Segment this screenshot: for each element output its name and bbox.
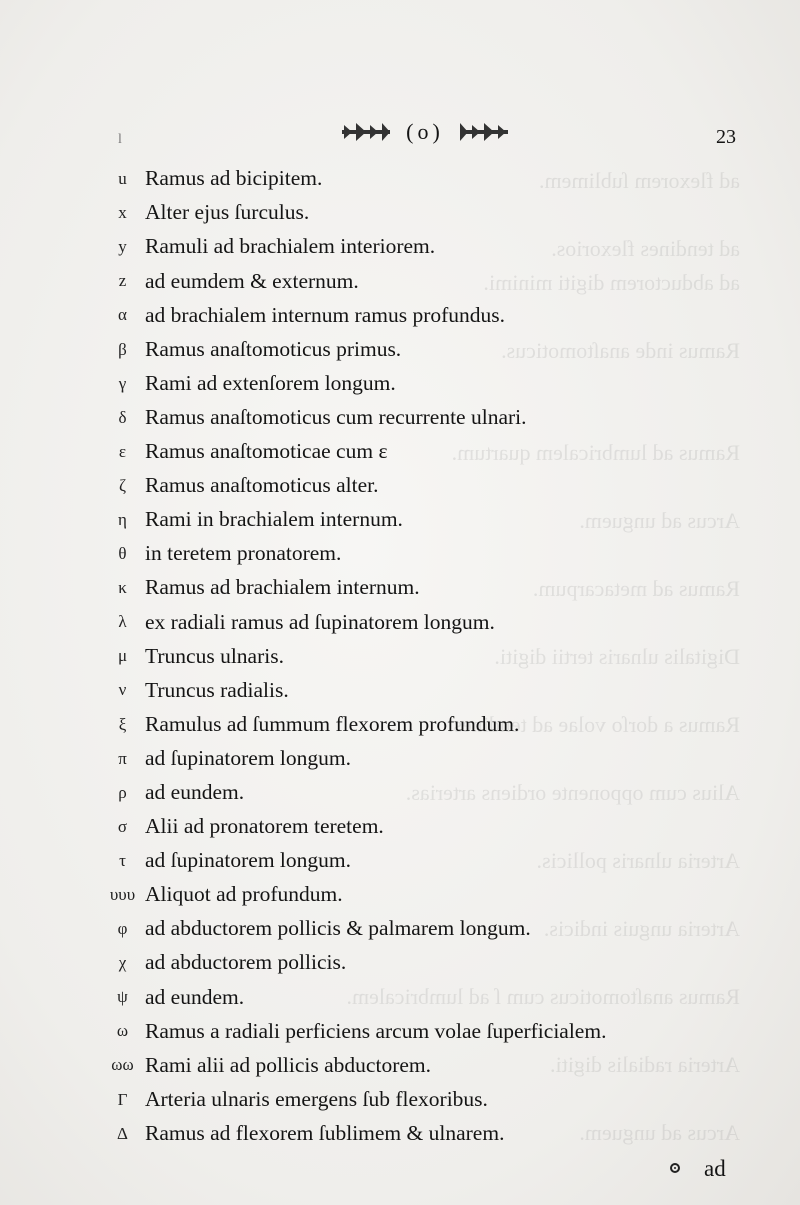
legend-entry <box>100 912 720 946</box>
entry-text: ad ſupinatorem longum. <box>145 745 352 770</box>
entry-text: ex radiali ramus ad ſupinatorem longum. <box>145 609 495 634</box>
entry-marker: η <box>118 509 127 529</box>
entry-marker: σ <box>117 816 128 836</box>
entry-marker: χ <box>118 953 127 973</box>
entry-marker: δ <box>118 407 127 427</box>
entry-marker: Δ <box>117 1123 128 1143</box>
legend-entry <box>100 776 720 810</box>
entry-text: Rami ad extenſorem longum. <box>145 370 396 395</box>
entry-marker: θ <box>118 544 127 564</box>
entry-marker: ε <box>118 441 127 461</box>
legend-entry <box>100 230 720 264</box>
entry-marker: ψ <box>117 987 128 1007</box>
legend-entry <box>100 469 720 503</box>
legend-entry <box>100 946 720 980</box>
entry-marker: ω <box>116 1021 129 1041</box>
entry-text: Ramus ad flexorem ſublimem & ulnarem. <box>145 1120 505 1145</box>
entry-text: Rami in brachialem internum. <box>145 507 403 532</box>
left-ornament-icon <box>340 121 392 143</box>
legend-entry <box>100 673 720 707</box>
entry-text: Truncus radialis. <box>145 677 289 702</box>
entry-text: ad ſupinatorem longum. <box>145 848 352 873</box>
legend-entry <box>100 639 720 673</box>
entry-marker: u <box>118 169 127 189</box>
entry-marker: ζ <box>118 475 127 495</box>
entry-text: Rami alii ad pollicis abductorem. <box>145 1052 431 1077</box>
legend-entry <box>100 367 720 401</box>
entry-text: Ramus ad brachialem internum. <box>145 575 420 600</box>
entry-text: Ramuli ad brachialem interiorem. <box>145 234 436 259</box>
entry-text: Ramus anaſtomoticae cum ε <box>145 439 388 464</box>
entry-text: Alii ad pronatorem teretem. <box>145 814 384 839</box>
entry-text: ad brachialem internum ramus profundus. <box>145 302 506 327</box>
entry-text: Ramus ad bicipitem. <box>145 166 323 191</box>
entry-marker: y <box>118 237 127 257</box>
legend-entry <box>100 503 720 537</box>
entry-marker: κ <box>118 578 127 598</box>
entry-marker: β <box>118 339 127 359</box>
signature-mark: (o) <box>406 119 444 144</box>
legend-entry <box>100 1083 720 1117</box>
legend-entry <box>100 1014 720 1048</box>
show-through-text: ad flexorem ſublimem. ad tendines flexorios. ad abductorem digiti minimi. Ramus inde anaſtomoticus. Ramus ad lumbricalem quartum. Arcus ad unguem. Ramus ad metacarpum. Digitalis ulnaris tertii digiti. Ramus a dorſo volae ad tendines. Alius cum opponente ordiens arterias. Arteria ulnaris pollicis. Arteria unguis indicis. Ramus anaſtomoticus cum ſ ad lumbricalem. Arteria radialis digiti. Arcus ad unguem. <box>346 168 740 1145</box>
legend-entry <box>100 980 720 1014</box>
entry-text: Ramus anaſtomoticus alter. <box>145 473 379 498</box>
entry-text: ad abductorem pollicis & palmarem longum. <box>145 916 531 941</box>
legend-entry <box>100 435 720 469</box>
entry-marker: α <box>118 305 127 325</box>
entry-marker: μ <box>117 646 128 666</box>
entry-text: Alter ejus ſurculus. <box>145 200 310 225</box>
legend-entry <box>100 810 720 844</box>
legend-entry <box>100 196 720 230</box>
entry-marker: ωω <box>111 1055 134 1075</box>
legend-entry <box>100 742 720 776</box>
entry-marker: υυυ <box>109 885 136 905</box>
entry-marker: ξ <box>118 714 127 734</box>
running-head <box>320 114 530 150</box>
catchword: ad <box>704 1156 726 1181</box>
entry-marker: λ <box>118 612 127 632</box>
entry-text: Ramulus ad ſummum flexorem profundum. <box>145 711 520 736</box>
entry-text: Ramus anaſtomoticus cum recurrente ulnari. <box>145 404 527 429</box>
entry-text: Ramus anaſtomoticus primus. <box>145 336 402 361</box>
legend-entry <box>100 298 720 332</box>
entry-marker: Γ <box>117 1089 128 1109</box>
entry-marker: γ <box>118 373 127 393</box>
right-ornament-icon <box>458 121 510 143</box>
printer-ornament-icon <box>670 1163 680 1173</box>
legend-entry <box>100 605 720 639</box>
legend-entry <box>100 537 720 571</box>
legend-entry <box>100 1117 720 1151</box>
entry-marker: z <box>118 271 127 291</box>
entry-text: ad eumdem & externum. <box>145 268 359 293</box>
legend-entry <box>100 708 720 742</box>
legend-entry <box>100 878 720 912</box>
entry-marker: π <box>118 748 127 768</box>
legend-entry <box>100 332 720 366</box>
entry-marker: τ <box>119 850 126 870</box>
entry-text: Aliquot ad profundum. <box>145 882 343 907</box>
legend-list <box>100 162 720 1151</box>
entry-marker: ρ <box>118 782 127 802</box>
margin-mark: l <box>118 132 122 147</box>
entry-marker: ν <box>118 680 127 700</box>
legend-entry <box>100 162 720 196</box>
page-number: 23 <box>716 126 736 148</box>
entry-text: Ramus a radiali perficiens arcum volae ſuperficialem. <box>145 1018 607 1043</box>
entry-marker: φ <box>117 919 128 939</box>
legend-entry <box>100 844 720 878</box>
entry-text: Truncus ulnaris. <box>145 643 284 668</box>
entry-text: ad eundem. <box>145 984 245 1009</box>
entry-text: Arteria ulnaris emergens ſub flexoribus. <box>145 1086 488 1111</box>
legend-entry <box>100 264 720 298</box>
entry-text: in teretem pronatorem. <box>145 541 342 566</box>
legend-entry <box>100 1048 720 1082</box>
entry-marker: x <box>118 203 127 223</box>
legend-entry <box>100 571 720 605</box>
legend-entry <box>100 401 720 435</box>
entry-text: ad eundem. <box>145 779 245 804</box>
entry-text: ad abductorem pollicis. <box>145 950 347 975</box>
